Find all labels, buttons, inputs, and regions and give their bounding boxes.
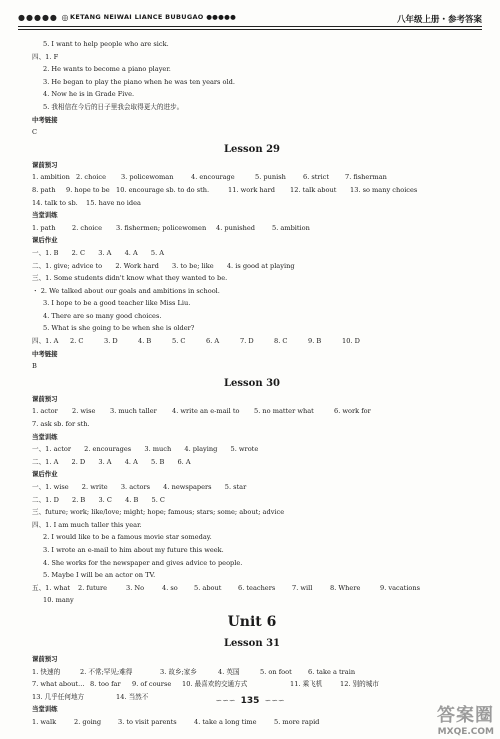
section-label-practice: 当堂训练 (32, 211, 58, 220)
answer-item: 14. talk to sb. (32, 198, 78, 207)
answer-item: 4. B (138, 337, 152, 346)
answer-item: 4. take a long time (194, 717, 257, 726)
answer-item: 2. future (78, 583, 108, 592)
answer-item: 13. 几乎任何地方 (32, 692, 85, 701)
answer-item: 4. punished (216, 223, 255, 232)
answer-row (32, 666, 472, 679)
answer-item: 4. so (162, 583, 178, 592)
answer-line: 2. He wants to become a piano player. (43, 65, 171, 74)
answer-item: 4. encourage (191, 173, 235, 182)
answer-row (32, 418, 472, 431)
answer-line: 四、1. F (32, 52, 59, 61)
answer-item: 12. 别的城市 (340, 680, 379, 689)
answer-item: 1. path (32, 223, 56, 232)
answer-item: 11. work hard (228, 185, 275, 194)
answer-item: 9. B (308, 337, 322, 346)
answer-line: 一、1. wise 2. write 3. actors 4. newspapers 5. star (32, 483, 247, 491)
answer-item: 2. 不常;罕见;难得 (80, 667, 133, 676)
answer-item: 2. going (74, 717, 102, 726)
answer-line: 3. He began to play the piano when he was ten years old. (43, 77, 235, 86)
answer-item: 3. No (126, 583, 145, 592)
answer-item: 3. D (104, 337, 118, 346)
answer-item: 6. work for (334, 407, 371, 416)
answer-line: 10. many (43, 596, 74, 605)
answer-item: 四、1. A (32, 337, 59, 346)
answer-line: 5. What is she going to be when she is older? (43, 324, 195, 333)
answer-item: 8. Where (330, 583, 361, 592)
answer-item: 3. fishermen; policewomen (116, 223, 207, 232)
header-rule (18, 26, 482, 27)
section-label-homework: 课后作业 (32, 236, 58, 245)
answer-line: 4. There are so many good choices. (43, 311, 162, 320)
brand-text: KETANG NEIWAI LIANCE BUBUGAO (70, 13, 204, 21)
section-label-practice: 当堂训练 (32, 705, 58, 714)
answer-item: 5. more rapid (274, 717, 320, 726)
answer-row (32, 171, 472, 184)
answer-line: C (32, 128, 38, 137)
answer-item: 8. C (274, 337, 288, 346)
section-label-preview: 课前预习 (32, 394, 58, 403)
answer-item: 10. 最喜欢的交通方式 (182, 680, 248, 689)
answer-line: 三、1. Some students didn't know what they wanted to be. (32, 274, 228, 283)
answer-line: 二、1. A 2. D 3. A 4. A 5. B 6. A (32, 457, 191, 466)
page-header (18, 6, 482, 36)
answer-item: 2. wise (72, 407, 96, 416)
answer-item: 6. A (206, 337, 220, 346)
answer-line: 三、future; work; like/love; might; hope; famous; stars; some; about; advice (32, 508, 285, 517)
answer-item: 3. much taller (110, 407, 157, 416)
answer-line: 3. I wrote an e-mail to him about my future this week. (43, 545, 224, 554)
answer-item: 7. what about… (32, 680, 85, 689)
answer-line: 二、1. give; advice to 2. Work hard 3. to be; like 4. is good at playing (32, 261, 295, 270)
answer-line: 5. Maybe I will be an actor on TV. (43, 571, 156, 580)
answer-item: 4. write an e-mail to (172, 407, 240, 416)
answer-item: 6. teachers (238, 583, 276, 592)
watermark-logo (437, 701, 494, 737)
answer-item: 7. fisherman (345, 173, 387, 182)
section-label-zhongkao: 中考链接 (32, 349, 58, 358)
answer-line: ・ 2. We talked about our goals and ambitions in school. (32, 286, 220, 295)
answer-item: 1. 快速的 (32, 667, 61, 676)
answer-item: 7. will (292, 583, 313, 592)
answer-row (32, 716, 472, 729)
answer-item: 9. vacations (380, 583, 421, 592)
answer-item: 5. on foot (260, 667, 292, 676)
section-label-preview: 课前预习 (32, 160, 58, 169)
answer-item: 7. ask sb. for sth. (32, 420, 90, 429)
answer-item: 10. D (342, 337, 360, 346)
answer-line: 一、1. actor 2. encourages 3. much 4. playing 5. wrote (32, 445, 259, 454)
answer-item: 2. C (70, 337, 84, 346)
header-dots-decoration: ●●●●● ◎ (18, 13, 70, 22)
header-rule-thin (18, 29, 482, 30)
answer-item: 7. D (240, 337, 254, 346)
answer-item: 8. path (32, 185, 56, 194)
lesson-29-title: Lesson 29 (224, 143, 280, 155)
answer-line: 4. Now he is in Grade Five. (43, 90, 135, 99)
answer-item: 6. strict (303, 173, 330, 182)
answer-line: 5. I want to help people who are sick. (43, 40, 169, 48)
page-number: 135 (240, 696, 260, 706)
answer-content (32, 38, 472, 729)
answer-item: 12. talk about (290, 185, 337, 194)
answer-item: 5. C (172, 337, 186, 346)
answer-line: 四、1. I am much taller this year. (32, 520, 142, 529)
answer-item: 15. have no idea (86, 198, 141, 207)
header-dots-decoration-2: ●●●●● (206, 13, 237, 21)
answer-row (32, 197, 472, 210)
answer-item: 3. policewoman (121, 173, 174, 182)
answer-item: 5. ambition (272, 223, 310, 232)
answer-row (32, 222, 472, 235)
lesson-30-title: Lesson 30 (224, 377, 280, 389)
answer-item: 10. encourage sb. to do sth. (116, 185, 210, 194)
answer-line: 二、1. D 2. B 3. C 4. B 5. C (32, 495, 165, 504)
answer-item: 4. 英国 (218, 667, 240, 676)
answer-line: 5. 我相信在今后的日子里我会取得更大的进步。 (43, 102, 184, 111)
header-book-title: 八年级上册・参考答案 (396, 15, 482, 25)
answer-line: 4. She works for the newspaper and gives advice to people. (43, 558, 243, 567)
answer-row (32, 405, 472, 418)
answer-item: 2. choice (76, 173, 107, 182)
answer-line: 3. I hope to be a good teacher like Miss Liu. (43, 299, 191, 308)
answer-line: B (32, 362, 37, 371)
section-label-zhongkao: 中考链接 (32, 115, 58, 124)
answer-line: 一、1. B 2. C 3. A 4. A 5. A (32, 248, 165, 257)
page-footer (0, 688, 500, 707)
answer-item: 1. walk (32, 717, 57, 726)
unit-6-title: Unit 6 (227, 613, 277, 630)
answer-item: 3. to visit parents (118, 717, 177, 726)
answer-item: 13. so many choices (350, 185, 418, 194)
answer-item: 五、1. what (32, 583, 71, 592)
answer-item: 14. 当然不 (116, 692, 149, 701)
answer-row (32, 335, 472, 348)
answer-item: 3. 故乡;家乡 (160, 667, 197, 676)
answer-item: 5. about (194, 583, 222, 592)
watermark-text: 答案圈 (437, 705, 494, 726)
answer-line: 2. I would like to be a famous movie star someday. (43, 533, 212, 542)
watermark-url: MXQE.COM (437, 727, 494, 737)
footer-ornament-right: ∽∽∽ (264, 696, 285, 705)
answer-row (32, 582, 472, 595)
answer-item: 8. too far (90, 680, 121, 689)
answer-item: 6. take a train (308, 667, 356, 676)
header-brand (70, 13, 236, 21)
answer-item: 1. actor (32, 407, 58, 416)
lesson-31-title: Lesson 31 (224, 637, 280, 649)
section-label-homework: 课后作业 (32, 470, 58, 479)
answer-row (32, 184, 472, 197)
section-label-practice: 当堂训练 (32, 432, 58, 441)
answer-item: 11. 乘飞机 (290, 680, 323, 689)
answer-item: 5. punish (255, 173, 286, 182)
answer-item: 1. ambition (32, 173, 70, 182)
answer-item: 2. choice (72, 223, 103, 232)
answer-item: 9. of course (132, 680, 172, 689)
answer-item: 5. no matter what (254, 407, 314, 416)
answer-item: 9. hope to be (66, 185, 110, 194)
section-label-preview: 课前预习 (32, 654, 58, 663)
footer-ornament-left: ∽∽∽ (215, 696, 236, 705)
